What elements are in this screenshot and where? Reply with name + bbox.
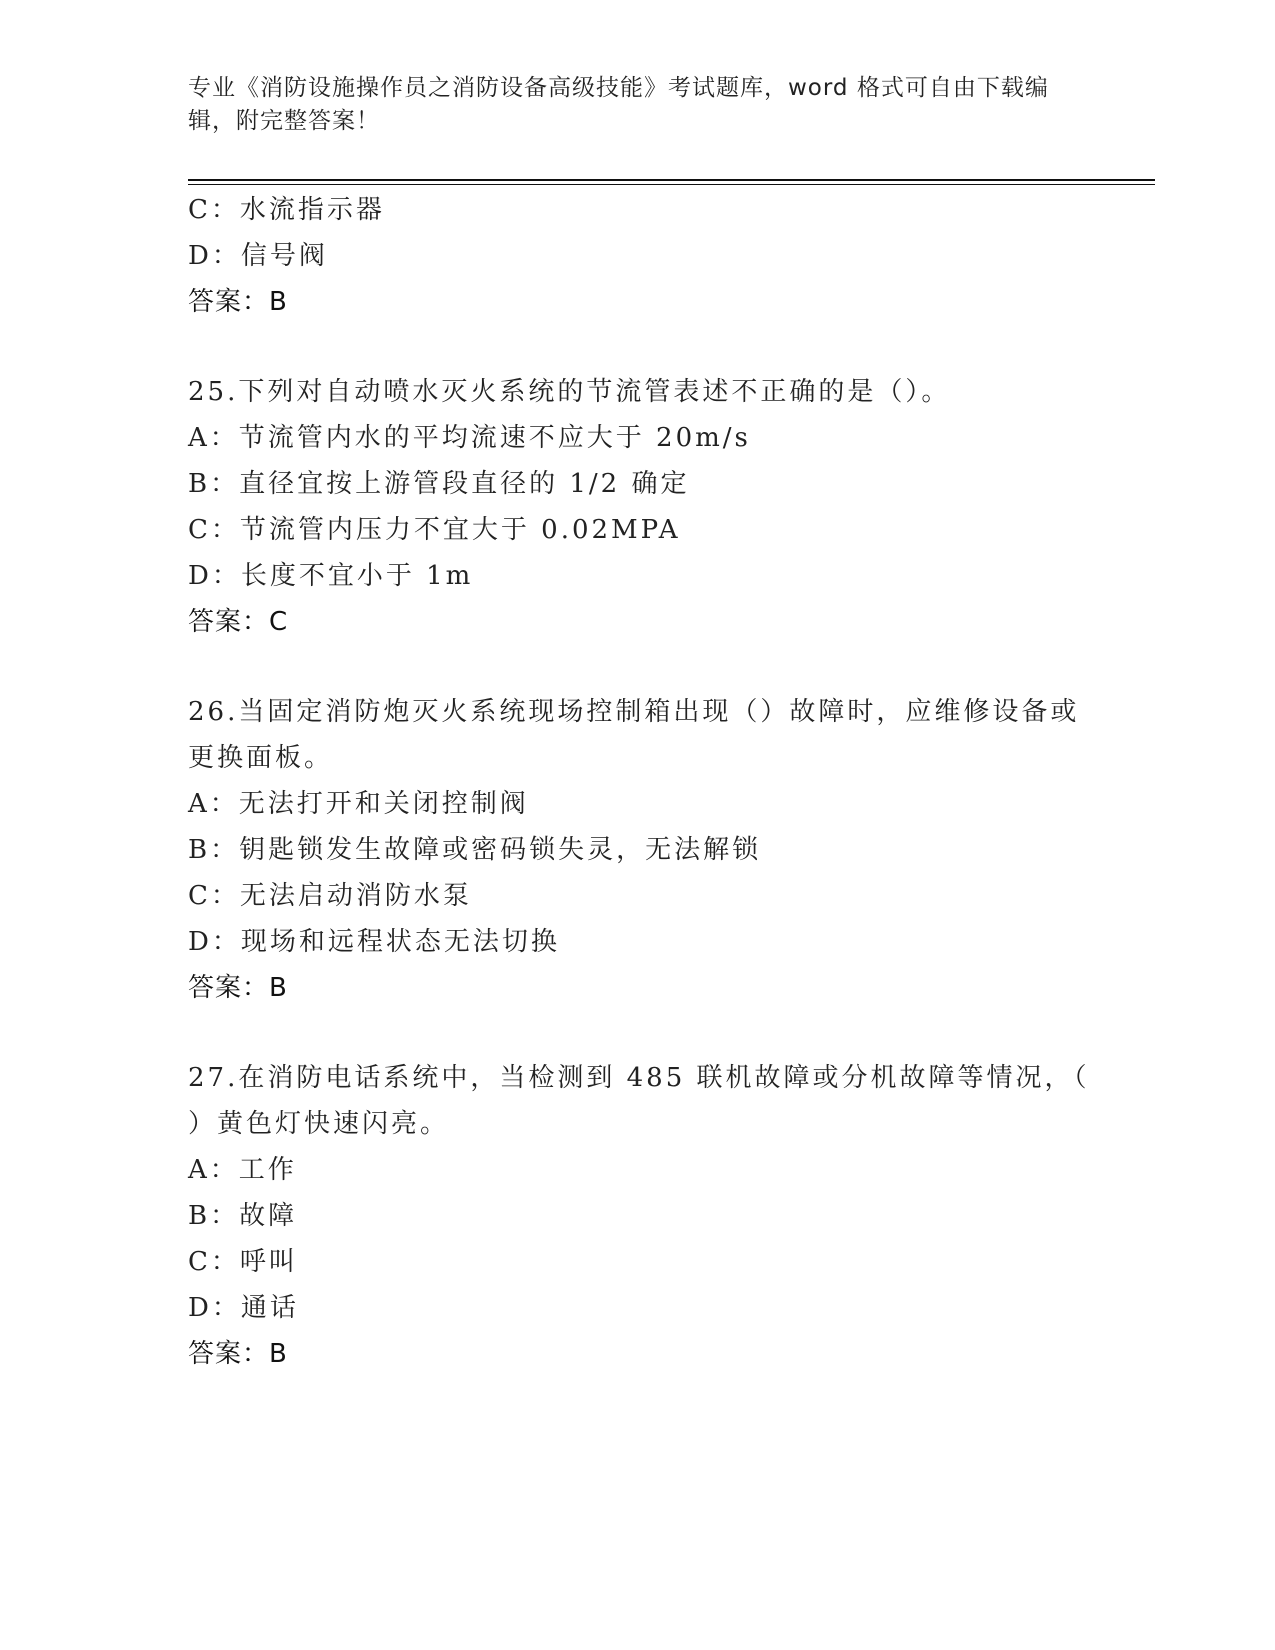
option-b: B：钥匙锁发生故障或密码锁失灵，无法解锁 bbox=[188, 835, 762, 865]
question-stem-continued: ）黄色灯快速闪亮。 bbox=[188, 1109, 450, 1139]
question-26 bbox=[188, 689, 1088, 1011]
spacer bbox=[188, 325, 1088, 369]
document-header bbox=[188, 72, 1088, 138]
header-line-2: 辑，附完整答案！ bbox=[188, 108, 380, 134]
option-c: C：呼叫 bbox=[188, 1247, 298, 1277]
question-24-continued bbox=[188, 187, 1088, 325]
option-c: C：无法启动消防水泵 bbox=[188, 881, 472, 911]
answer-line: 答案：B bbox=[188, 973, 288, 1003]
question-stem: 25.下列对自动喷水灭火系统的节流管表述不正确的是（）。 bbox=[188, 377, 951, 407]
header-line-1: 专业《消防设施操作员之消防设备高级技能》考试题库，word 格式可自由下载编 bbox=[188, 75, 1049, 101]
option-a: A：工作 bbox=[188, 1155, 297, 1185]
question-stem-continued: 更换面板。 bbox=[188, 743, 334, 773]
option-b: B：故障 bbox=[188, 1201, 298, 1231]
question-list bbox=[188, 187, 1088, 1377]
option-d: D：通话 bbox=[188, 1293, 299, 1323]
question-25 bbox=[188, 369, 1088, 645]
option-b: B：直径宜按上游管段直径的 1/2 确定 bbox=[188, 469, 690, 499]
header-divider-thick bbox=[188, 179, 1155, 181]
option-a: A：无法打开和关闭控制阀 bbox=[188, 789, 529, 819]
spacer bbox=[188, 645, 1088, 689]
answer-line: 答案：C bbox=[188, 607, 289, 637]
answer-line: 答案：B bbox=[188, 287, 288, 317]
option-d: D：现场和远程状态无法切换 bbox=[188, 927, 560, 957]
answer-line: 答案：B bbox=[188, 1339, 288, 1369]
question-stem: 26.当固定消防炮灭火系统现场控制箱出现（）故障时，应维修设备或 bbox=[188, 697, 1080, 727]
option-c: C：节流管内压力不宜大于 0.02MPA bbox=[188, 515, 681, 545]
question-stem: 27.在消防电话系统中，当检测到 485 联机故障或分机故障等情况，（ bbox=[188, 1063, 1090, 1093]
option-c: C：水流指示器 bbox=[188, 195, 385, 225]
spacer bbox=[188, 1011, 1088, 1055]
option-d: D：信号阀 bbox=[188, 241, 328, 271]
option-d: D：长度不宜小于 1m bbox=[188, 561, 474, 591]
header-divider-thin bbox=[188, 184, 1155, 185]
option-a: A：节流管内水的平均流速不应大于 20m/s bbox=[188, 423, 751, 453]
question-27 bbox=[188, 1055, 1088, 1377]
